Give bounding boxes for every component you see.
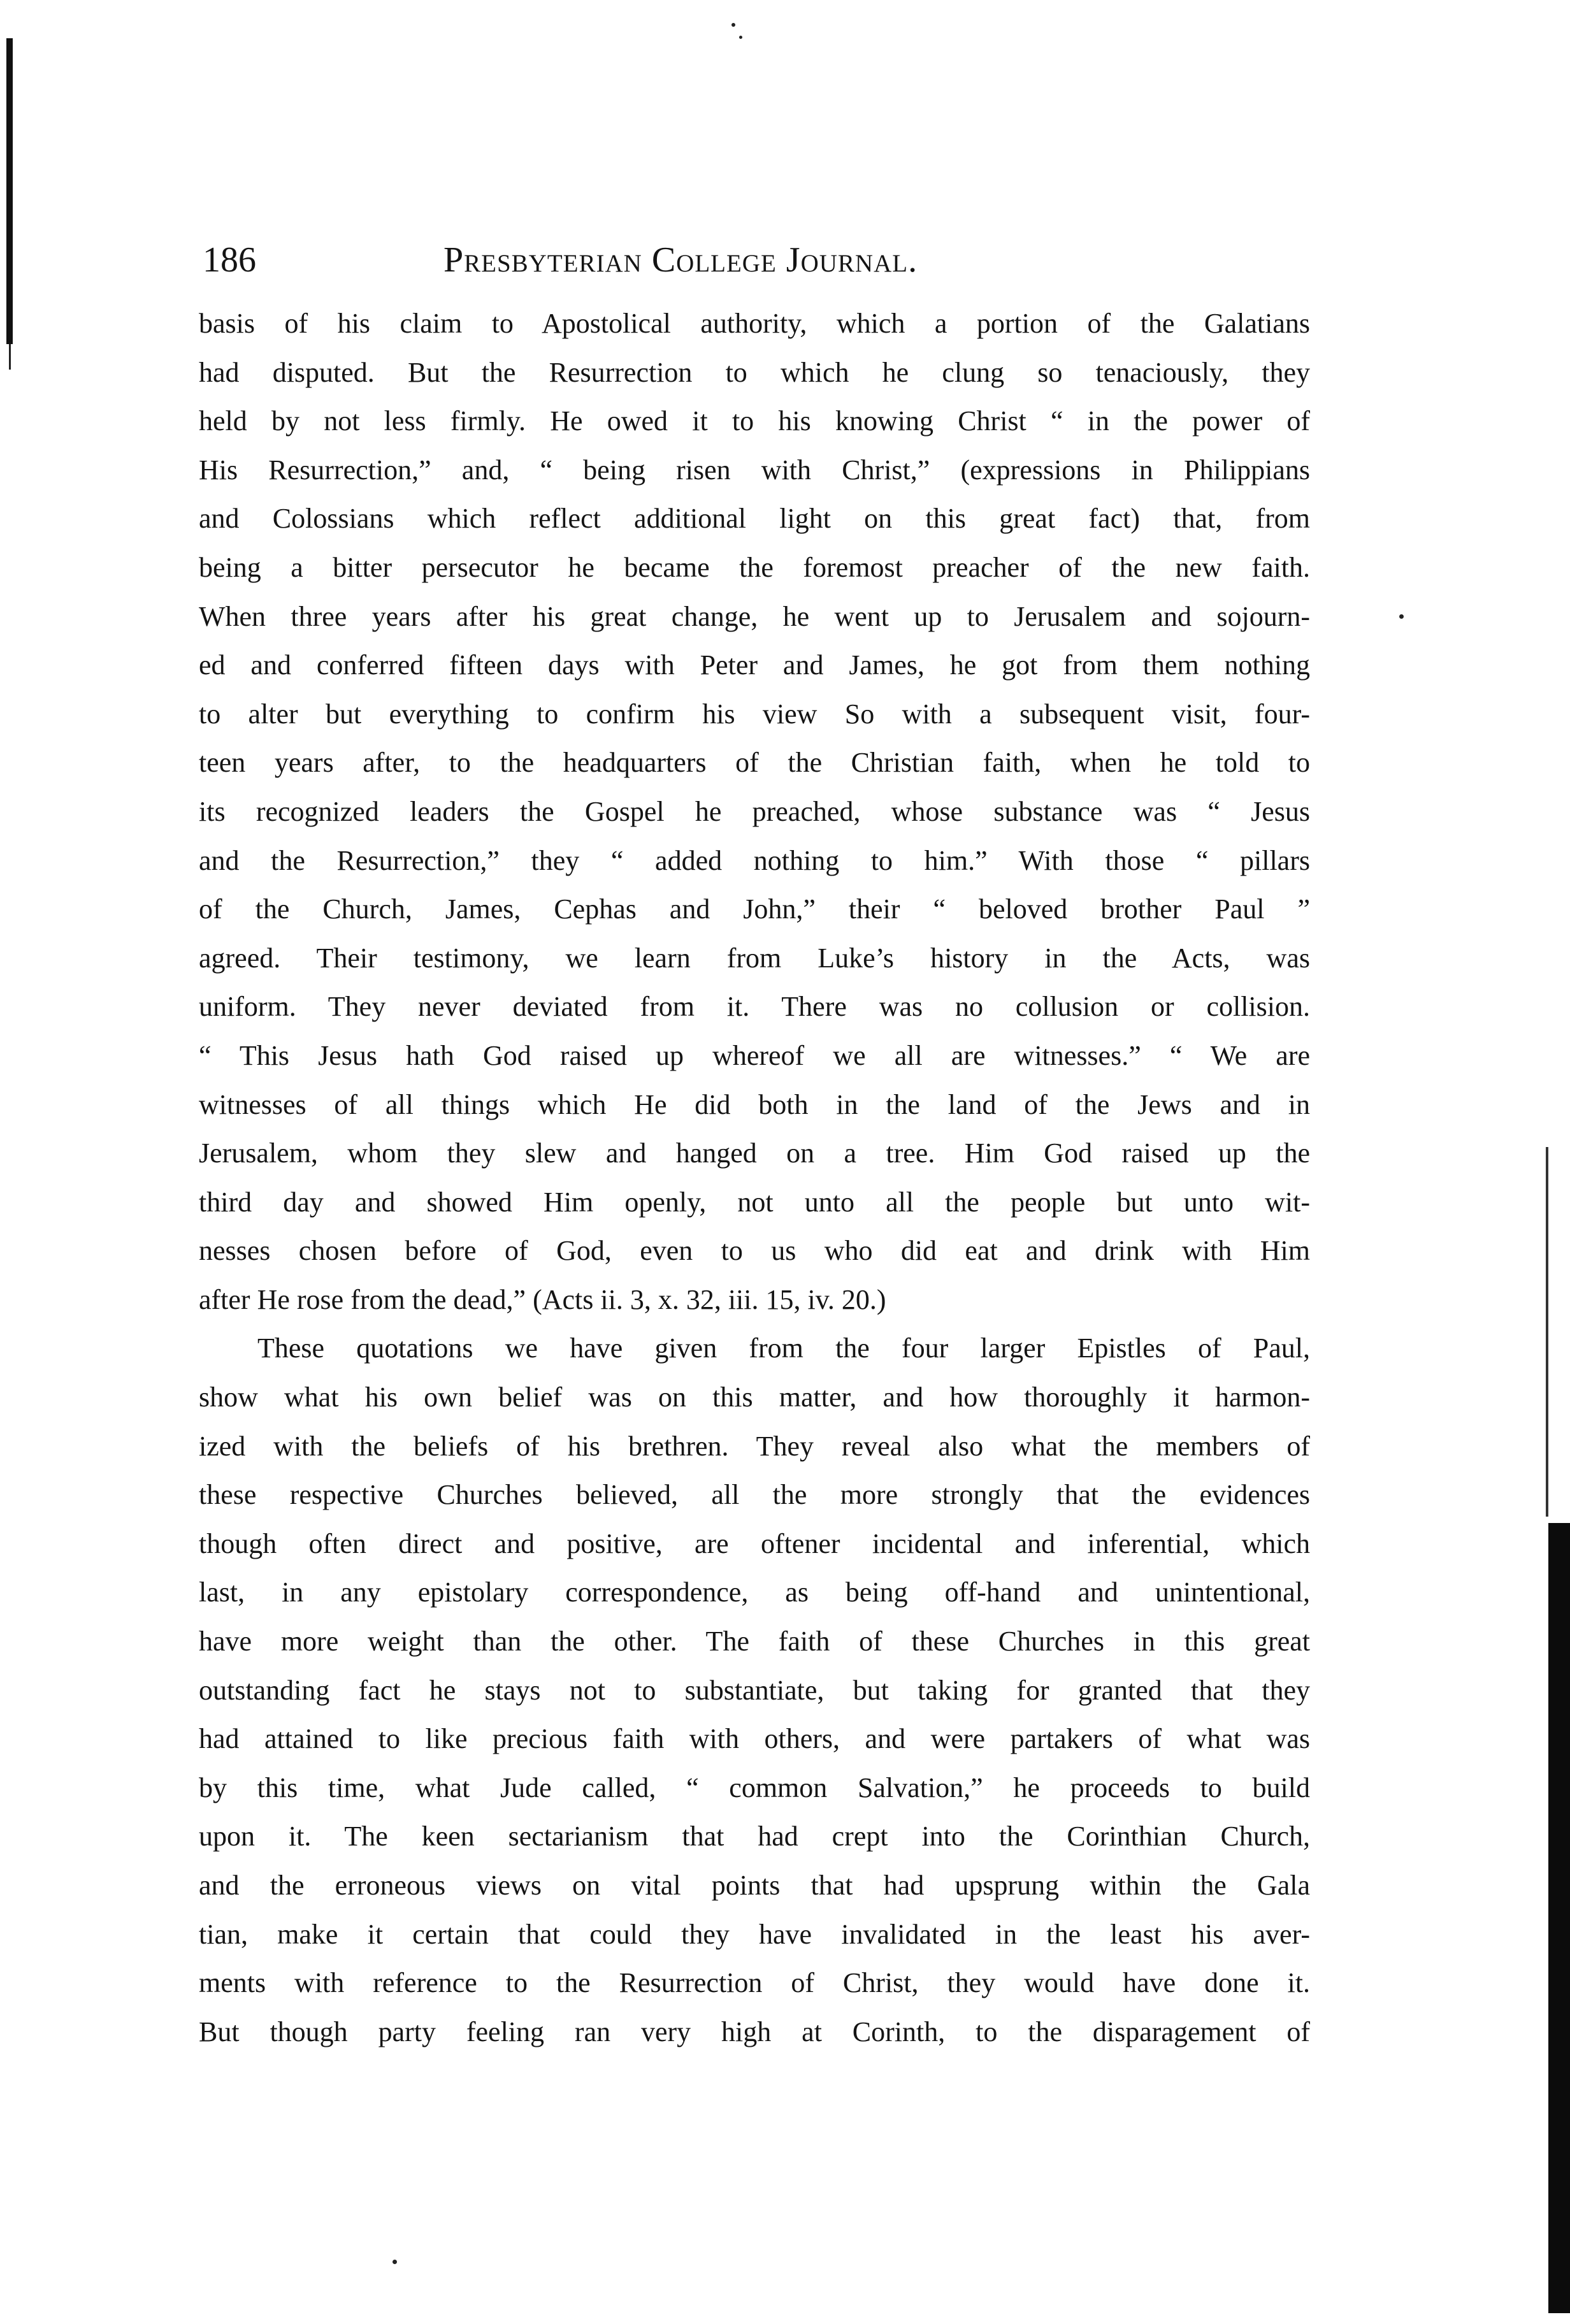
paragraph-2 (199, 1324, 1310, 2056)
text-line: “ This Jesus hath God raised up whereof we all are witnesses.” “ We are (199, 1039, 1310, 1071)
text-line: being a bitter persecutor he became the foremost preacher of the new faith. (199, 551, 1310, 583)
text-line: agreed. Their testimony, we learn from Luke’s history in the Acts, was (199, 942, 1310, 974)
text-line: basis of his claim to Apostolical authority, which a portion of the Galatians (199, 308, 1310, 339)
text-line: ized with the beliefs of his brethren. They reveal also what the members of (199, 1430, 1310, 1462)
text-line: its recognized leaders the Gospel he preached, whose substance was “ Jesus (199, 795, 1310, 827)
text-line: after He rose from the dead,” (Acts ii. 3, x. 32, iii. 15, iv. 20.) (199, 1283, 886, 1315)
text-line: witnesses of all things which He did both in the land of the Jews and in (199, 1088, 1310, 1120)
scan-edge-left-fragment (9, 344, 11, 370)
text-line: outstanding fact he stays not to substantiate, but taking for granted that they (199, 1674, 1310, 1706)
body-text (199, 300, 1310, 2056)
text-line: had disputed. But the Resurrection to which he clung so tenaciously, they (199, 356, 1310, 388)
text-line: When three years after his great change, he went up to Jerusalem and sojourn- (199, 600, 1310, 632)
text-line: had attained to like precious faith with others, and were partakers of what was (199, 1723, 1310, 1755)
text-line: ed and conferred fifteen days with Peter and James, he got from them nothing (199, 649, 1310, 681)
scan-speck (731, 23, 735, 27)
text-line: and Colossians which reflect additional light on this great fact) that, from (199, 503, 1310, 535)
text-line: ments with reference to the Resurrection of Christ, they would have done it. (199, 1967, 1310, 1999)
text-line: His Resurrection,” and, “ being risen with Christ,” (expressions in Philippians (199, 454, 1310, 486)
text-line: upon it. The keen sectarianism that had crept into the Corinthian Church, (199, 1821, 1310, 1852)
scan-speck (1399, 614, 1404, 619)
text-line: these respective Churches believed, all the more strongly that the evidences (199, 1479, 1310, 1511)
paragraph-1 (199, 300, 1310, 1324)
text-line: teen years after, to the headquarters of the Christian faith, when he told to (199, 747, 1310, 779)
text-line: nesses chosen before of God, even to us who did eat and drink with Him (199, 1235, 1310, 1267)
text-line: and the erroneous views on vital points that had upsprung within the Gala (199, 1870, 1310, 1901)
text-line: tian, make it certain that could they have invalidated in the least his aver- (199, 1918, 1310, 1950)
journal-title: Presbyterian College Journal. (443, 240, 918, 280)
page-number: 186 (203, 240, 256, 280)
text-line: of the Church, James, Cephas and John,” their “ beloved brother Paul ” (199, 893, 1310, 925)
scan-edge-right (1548, 1523, 1570, 2313)
text-line: But though party feeling ran very high at Corinth, to the disparagement of (199, 2016, 1310, 2047)
scan-edge-left (6, 38, 13, 344)
scan-edge-right-fragment (1546, 1147, 1548, 1517)
text-line: and the Resurrection,” they “ added nothing to him.” With those “ pillars (199, 844, 1310, 876)
text-line: uniform. They never deviated from it. There was no collusion or collision. (199, 991, 1310, 1023)
scan-speck (739, 36, 742, 39)
scan-speck (392, 2260, 397, 2264)
text-line: by this time, what Jude called, “ common Salvation,” he proceeds to build (199, 1772, 1310, 1803)
running-head (203, 235, 1311, 285)
text-line: These quotations we have given from the four larger Epistles of Paul, (257, 1332, 1310, 1364)
text-line: though often direct and positive, are oftener incidental and inferential, which (199, 1527, 1310, 1559)
text-line: have more weight than the other. The faith of these Churches in this great (199, 1626, 1310, 1657)
text-line: to alter but everything to confirm his view So with a subsequent visit, four- (199, 698, 1310, 730)
text-line: held by not less firmly. He owed it to his knowing Christ “ in the power of (199, 405, 1310, 437)
text-line: third day and showed Him openly, not unto all the people but unto wit- (199, 1186, 1310, 1218)
text-line: show what his own belief was on this matter, and how thoroughly it harmon- (199, 1382, 1310, 1413)
text-line: last, in any epistolary correspondence, as being off-hand and unintentional, (199, 1577, 1310, 1608)
text-line: Jerusalem, whom they slew and hanged on a tree. Him God raised up the (199, 1137, 1310, 1169)
